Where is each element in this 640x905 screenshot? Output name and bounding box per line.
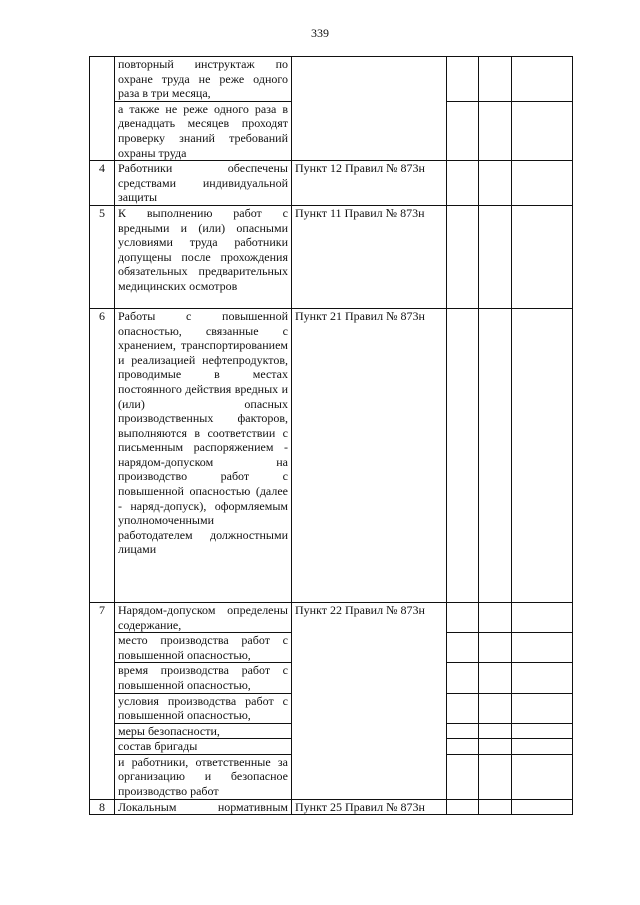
answer-yes-cell[interactable] [447,739,479,755]
legal-reference: Пункт 12 Правил № 873н [292,161,447,206]
answer-yes-cell[interactable] [447,57,479,102]
answer-yes-cell[interactable] [447,799,479,815]
answer-no-cell[interactable] [479,799,512,815]
answer-no-cell[interactable] [479,602,512,632]
answer-na-cell[interactable] [512,739,573,755]
answer-na-cell[interactable] [512,754,573,799]
row-number: 4 [90,161,115,206]
requirement-text: и работники, ответственные за организацию и безопасное производство работ [115,754,292,799]
requirement-text: Локальным нормативным [115,799,292,815]
answer-yes-cell[interactable] [447,602,479,632]
answer-na-cell[interactable] [512,723,573,739]
table-row [90,57,573,102]
requirement-text: место производства работ с повышенной опасностью, [115,633,292,663]
legal-reference: Пункт 11 Правил № 873н [292,205,447,308]
row-number: 8 [90,799,115,815]
answer-yes-cell[interactable] [447,723,479,739]
answer-yes-cell[interactable] [447,161,479,206]
answer-no-cell[interactable] [479,101,512,160]
requirement-text: К выполнению работ с вредными и (или) опасными условиями труда работники допущены после прохождения обязательных предварительных медицинских осмотров [115,205,292,308]
requirement-text: Работы с повышенной опасностью, связанные с хранением, транспортированием и реализацией нефтепродуктов, проводимые в местах постоянного действия вредных и (или) опасных производственных факторов, выполняются в соответствии с письменным распоряжением - нарядом-допуском на производство работ с повышенной опасностью (далее - наряд-допуск), оформляемым уполномоченными работодателем должностными лицами [115,308,292,602]
answer-na-cell[interactable] [512,205,573,308]
answer-yes-cell[interactable] [447,101,479,160]
table-row [90,308,573,602]
answer-na-cell[interactable] [512,663,573,693]
table-row [90,602,573,632]
answer-no-cell[interactable] [479,57,512,102]
legal-reference [292,57,447,161]
requirement-text: а также не реже одного раза в двенадцать месяцев проходят проверку знаний требований охраны труда [115,101,292,160]
row-number: 6 [90,308,115,602]
answer-no-cell[interactable] [479,739,512,755]
answer-no-cell[interactable] [479,693,512,723]
legal-reference: Пункт 25 Правил № 873н [292,799,447,815]
legal-reference: Пункт 22 Правил № 873н [292,602,447,799]
answer-na-cell[interactable] [512,693,573,723]
table-row [90,161,573,206]
row-number: 5 [90,205,115,308]
row-number [90,57,115,161]
answer-na-cell[interactable] [512,799,573,815]
requirement-text: условия производства работ с повышенной опасностью, [115,693,292,723]
requirement-text: состав бригады [115,739,292,755]
answer-yes-cell[interactable] [447,693,479,723]
answer-yes-cell[interactable] [447,754,479,799]
checklist-table [89,56,573,815]
answer-no-cell[interactable] [479,663,512,693]
answer-yes-cell[interactable] [447,205,479,308]
answer-no-cell[interactable] [479,723,512,739]
answer-yes-cell[interactable] [447,308,479,602]
answer-no-cell[interactable] [479,754,512,799]
answer-yes-cell[interactable] [447,663,479,693]
answer-no-cell[interactable] [479,205,512,308]
page-number: 339 [311,26,329,40]
requirement-text: Работники обеспечены средствами индивидуальной защиты [115,161,292,206]
answer-na-cell[interactable] [512,101,573,160]
answer-na-cell[interactable] [512,161,573,206]
answer-no-cell[interactable] [479,308,512,602]
requirement-text: меры безопасности, [115,723,292,739]
answer-na-cell[interactable] [512,308,573,602]
requirement-text: Нарядом-допуском определены содержание, [115,602,292,632]
answer-no-cell[interactable] [479,633,512,663]
answer-na-cell[interactable] [512,602,573,632]
table-row [90,799,573,815]
answer-na-cell[interactable] [512,57,573,102]
legal-reference: Пункт 21 Правил № 873н [292,308,447,602]
row-number: 7 [90,602,115,799]
table-row [90,205,573,308]
answer-na-cell[interactable] [512,633,573,663]
requirement-text: повторный инструктаж по охране труда не реже одного раза в три месяца, [115,57,292,102]
answer-yes-cell[interactable] [447,633,479,663]
requirement-text: время производства работ с повышенной опасностью, [115,663,292,693]
answer-no-cell[interactable] [479,161,512,206]
